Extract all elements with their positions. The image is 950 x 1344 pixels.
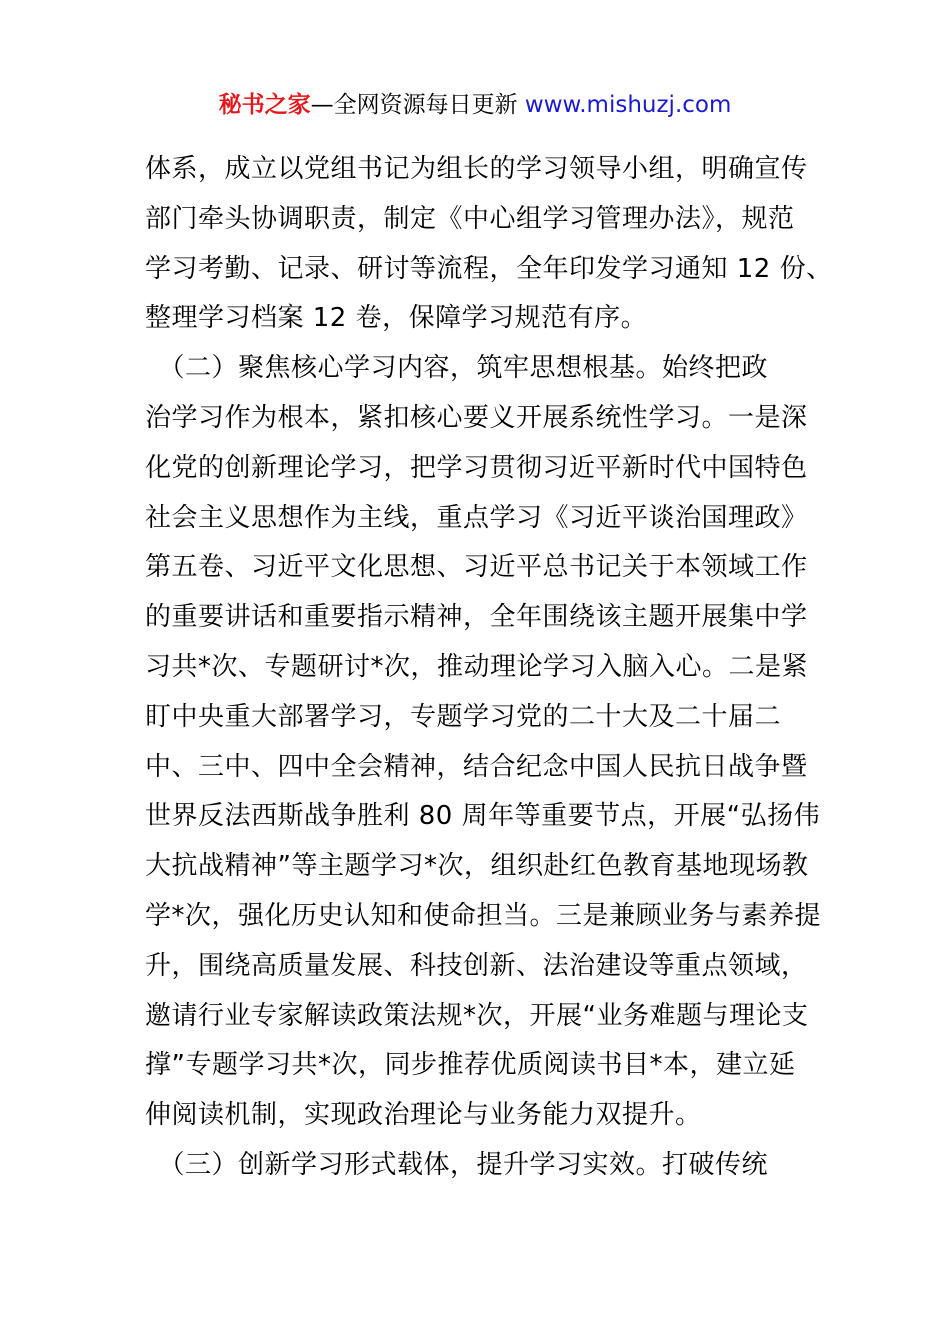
text-line: 体系，成立以党组书记为组长的学习领导小组，明确宣传: [145, 154, 808, 184]
text-line: 部门牵头协调职责，制定《中心组学习管理办法》，规范: [145, 203, 795, 234]
text-line: 伸阅读机制，实现政治理论与业务能力双提升。: [145, 1100, 702, 1131]
text-line: 的重要讲话和重要指示精神，全年围绕该主题开展集中学: [145, 602, 808, 633]
text-line: 整理学习档案 12 卷，保障学习规范有序。: [145, 303, 648, 334]
text-line: 撑”专题学习共*次，同步推荐优质阅读书目*本，建立延: [145, 1050, 796, 1081]
text-line: 大抗战精神”等主题学习*次，组织赴红色教育基地现场教: [145, 851, 809, 882]
text-line: 学习考勤、记录、研讨等流程，全年印发学习通知 12 份、: [145, 253, 833, 284]
text-line: 世界反法西斯战争胜利 80 周年等重要节点，开展“弘扬伟: [145, 801, 821, 832]
text-line: 治学习作为根本，紧扣核心要义开展系统性学习。一是深: [145, 402, 808, 433]
brand-name: 秘书之家: [218, 92, 311, 118]
page-header: [0, 88, 950, 122]
text-line: 社会主义思想作为主线，重点学习《习近平谈治国理政》: [145, 502, 808, 533]
document-body: [145, 145, 833, 1191]
text-line: 升，围绕高质量发展、科技创新、法治建设等重点领域，: [145, 950, 808, 981]
text-line: 盯中央重大部署学习，专题学习党的二十大及二十届二: [145, 701, 782, 732]
text-line: 中、三中、四中全会精神，结合纪念中国人民抗日战争暨: [145, 751, 808, 782]
text-line: 化党的创新理论学习，把学习贯彻习近平新时代中国特色: [145, 452, 808, 483]
section-heading-line: （三）创新学习形式载体，提升学习实效。打破传统: [145, 1149, 769, 1180]
header-tagline: —全网资源每日更新: [310, 92, 525, 118]
text-line: 学*次，强化历史认知和使命担当。三是兼顾业务与素养提: [145, 900, 822, 931]
text-line: 邀请行业专家解读政策法规*次，开展“业务难题与理论支: [145, 1000, 809, 1031]
text-line: 习共*次、专题研讨*次，推动理论学习入脑入心。二是紧: [145, 651, 809, 682]
website-link[interactable]: www.mishuzj.com: [524, 92, 732, 118]
text-line: 第五卷、习近平文化思想、习近平总书记关于本领域工作: [145, 552, 808, 583]
section-heading-line: （二）聚焦核心学习内容，筑牢思想根基。始终把政: [145, 353, 769, 384]
